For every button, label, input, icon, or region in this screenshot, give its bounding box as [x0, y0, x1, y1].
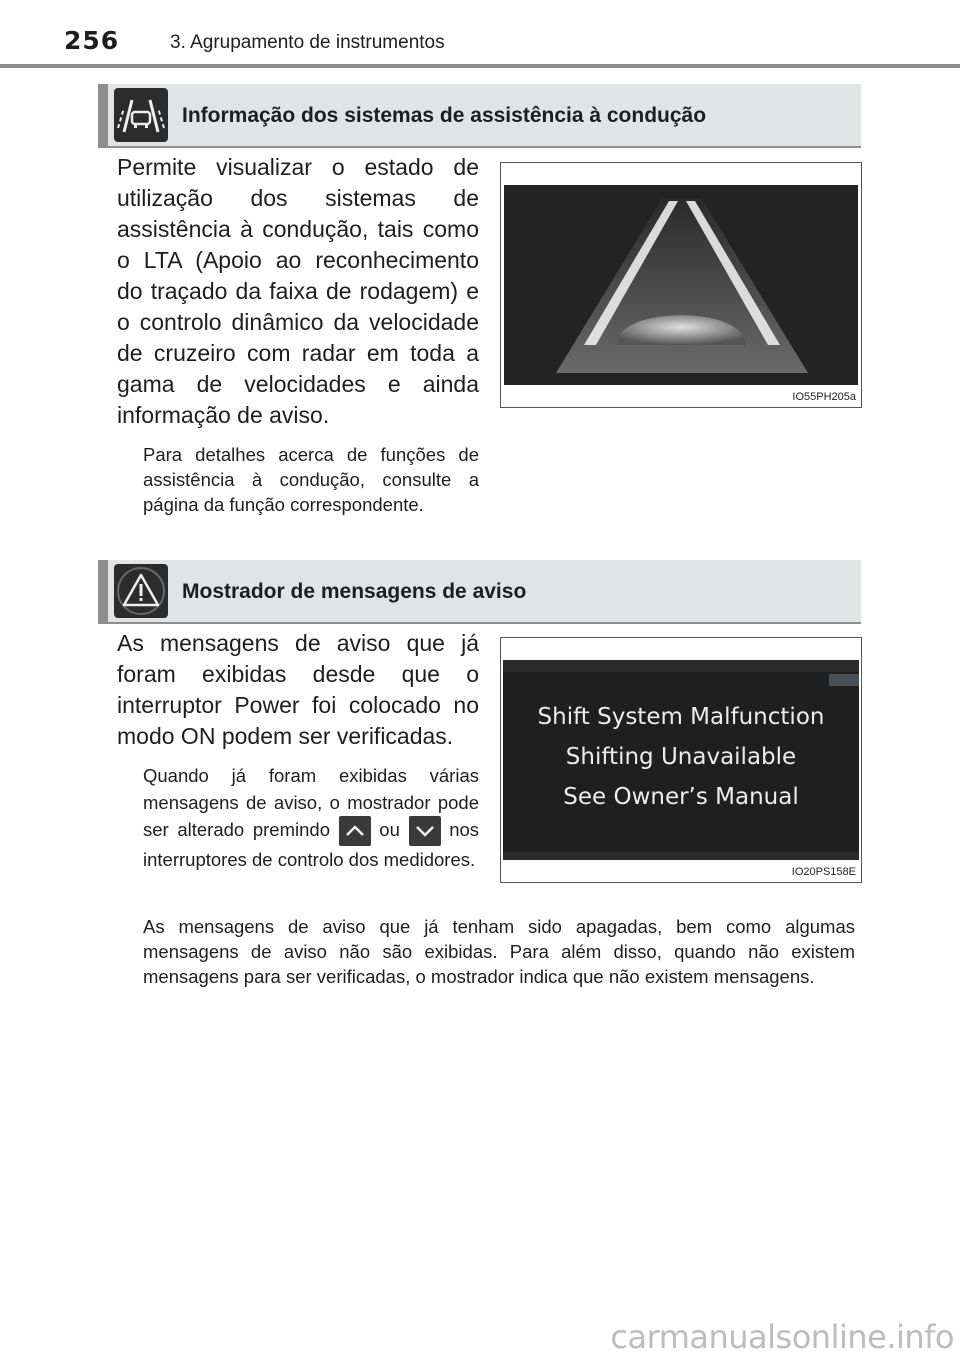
chapter-title: 3. Agrupamento de instrumentos [170, 32, 445, 53]
section-bar-driving-assist [98, 84, 861, 148]
page-header [0, 0, 960, 70]
driving-assist-icon [114, 88, 168, 142]
header-rule [0, 64, 960, 68]
warning-triangle-icon [114, 564, 168, 618]
section1-paragraph: Permite visualizar o estado de utilização dos sistemas de assistência à condução, tais como o LTA (Apoio ao reconhecimento do traçado da faixa de rodagem) e o controlo dinâmico da velocidade de cruzeiro com radar em toda a gama de velocidades e ainda informação de aviso. [117, 154, 479, 428]
chevron-down-icon [409, 816, 441, 846]
note-text-or: ou [379, 819, 400, 840]
page-number: 256 [64, 26, 120, 55]
display-screen [503, 660, 859, 860]
message-line: Shifting Unavailable [565, 744, 797, 770]
section-title: Informação dos sistemas de assistência à condução [182, 104, 707, 127]
message-line: See Owner’s Manual [563, 784, 799, 810]
note-text-part2: nos interruptores de controlo dos medidores. [143, 819, 480, 871]
section1-note: Para detalhes acerca de funções de assistência à condução, consulte a página da função correspondente. [143, 444, 479, 515]
section-bar-warning-messages [98, 560, 861, 624]
section2-paragraph: As mensagens de aviso que já foram exibidas desde que o interruptor Power foi colocado no modo ON podem ser verificadas. [117, 630, 479, 749]
section2-note2: As mensagens de aviso que já tenham sido apagadas, bem como algumas mensagens de aviso não são exibidas. Para além disso, quando não existem mensagens para ser verificadas, o mostrador indica que não existem mensagens. [143, 916, 855, 987]
lane-display-graphic [504, 185, 858, 385]
note-text-part1: Quando já foram exibidas várias mensagens de aviso, o mostrador pode ser alterado premindo [143, 765, 479, 840]
display-screen [504, 185, 858, 385]
figure-warning-message-display [500, 637, 862, 883]
figure-code: IO20PS158E [791, 866, 856, 878]
chevron-up-icon [339, 816, 371, 846]
watermark: carmanualsonline.info [610, 1318, 954, 1356]
section-title: Mostrador de mensagens de aviso [182, 580, 527, 603]
message-line: Shift System Malfunction [537, 704, 825, 730]
figure-driving-assist-display [500, 162, 862, 408]
panel-corner [829, 674, 859, 686]
section2-note [143, 762, 479, 873]
figure-code: IO55PH205a [792, 391, 856, 403]
